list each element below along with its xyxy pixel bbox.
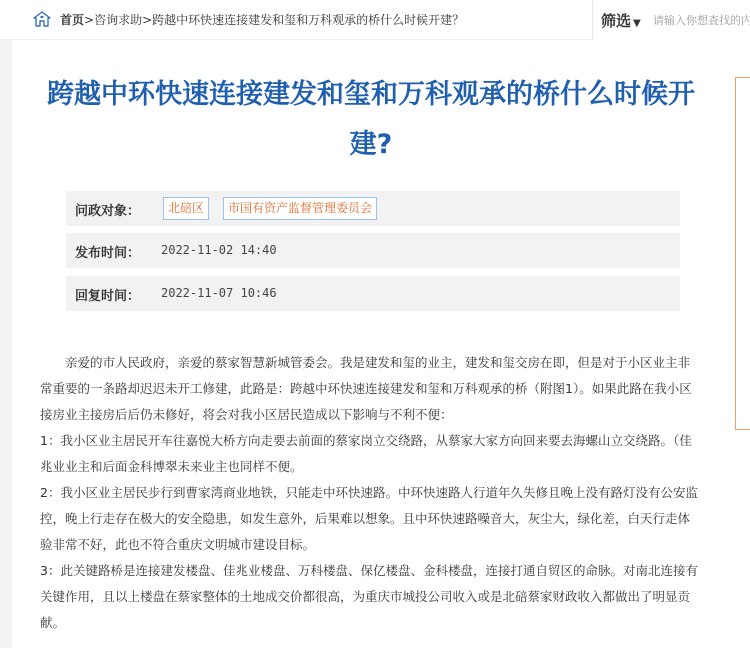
breadcrumb-separator: > — [142, 13, 153, 27]
reply-label: 回复时间： — [75, 289, 141, 304]
target-label: 问政对象： — [75, 204, 141, 219]
content-paragraph: 3：此关键路桥是连接建发楼盘、佳兆业楼盘、万科楼盘、保亿楼盘、金科楼盘，连接打通自贸区的命脉。对南北连接有关键作用，且以上楼盘在蔡家整体的土地成交价都很高，为重庆市城投公司收入或是北碚蔡家财政收入都做出了明显贡献。 — [40, 563, 698, 630]
target-tag-beibei[interactable]: 北碚区 — [163, 197, 209, 220]
reply-time: 2022-11-07 10:46 — [161, 286, 277, 300]
left-gutter — [0, 40, 12, 648]
breadcrumb — [60, 12, 464, 28]
publish-time: 2022-11-02 14:40 — [161, 243, 277, 257]
breadcrumb-separator: > — [84, 13, 95, 27]
breadcrumb-current: 跨越中环快速连接建发和玺和万科观承的桥什么时候开建？ — [152, 13, 465, 27]
publish-label: 发布时间： — [75, 246, 141, 261]
target-tag-sasac[interactable]: 市国有资产监督管理委员会 — [223, 197, 377, 220]
search-area — [592, 0, 750, 40]
content-paragraph: 亲爱的市人民政府，亲爱的蔡家智慧新城管委会。我是建发和玺的业主，建发和玺交房在即，但是对于小区业主非常重要的一条路却迟迟未开工修建，此路是：跨越中环快速连接建发和玺和万科观承的桥（附图1）。如果此路在我小区接房业主接房后后仍未修好，将会对我小区居民造成以下影响与不利不便： — [40, 355, 692, 422]
content-paragraph: 2：我小区业主居民步行到曹家湾商业地铁，只能走中环快速路。中环快速路人行道年久失修且晚上没有路灯没有公安监控，晚上行走存在极大的安全隐患，如发生意外，后果难以想象。且中环快速路噪音大，灰尘大，绿化差，白天行走体验非常不好，此也不符合重庆文明城市建设目标。 — [40, 485, 698, 552]
side-panel — [735, 77, 750, 430]
content-paragraph: 1：我小区业主居民开车往嘉悦大桥方向走要去前面的蔡家岗立交绕路，从蔡家大家方向回来要去海螺山立交绕路。（佳兆业业主和后面金科博翠未来业主也同样不便。 — [40, 433, 692, 474]
info-row-target — [66, 191, 680, 226]
home-icon[interactable] — [33, 11, 51, 27]
filter-dropdown[interactable] — [601, 10, 641, 31]
chevron-down-icon: ▼ — [633, 18, 641, 29]
info-row-publish — [66, 233, 680, 268]
filter-label: 筛选 — [601, 12, 632, 30]
breadcrumb-home[interactable]: 首页 — [60, 13, 85, 27]
page-title: 跨越中环快速连接建发和玺和万科观承的桥什么时候开建? — [47, 79, 695, 160]
top-bar — [0, 0, 750, 40]
info-row-reply — [66, 276, 680, 311]
message-content — [40, 350, 702, 636]
breadcrumb-section[interactable]: 咨询求助 — [94, 13, 143, 27]
search-input[interactable] — [653, 8, 750, 32]
